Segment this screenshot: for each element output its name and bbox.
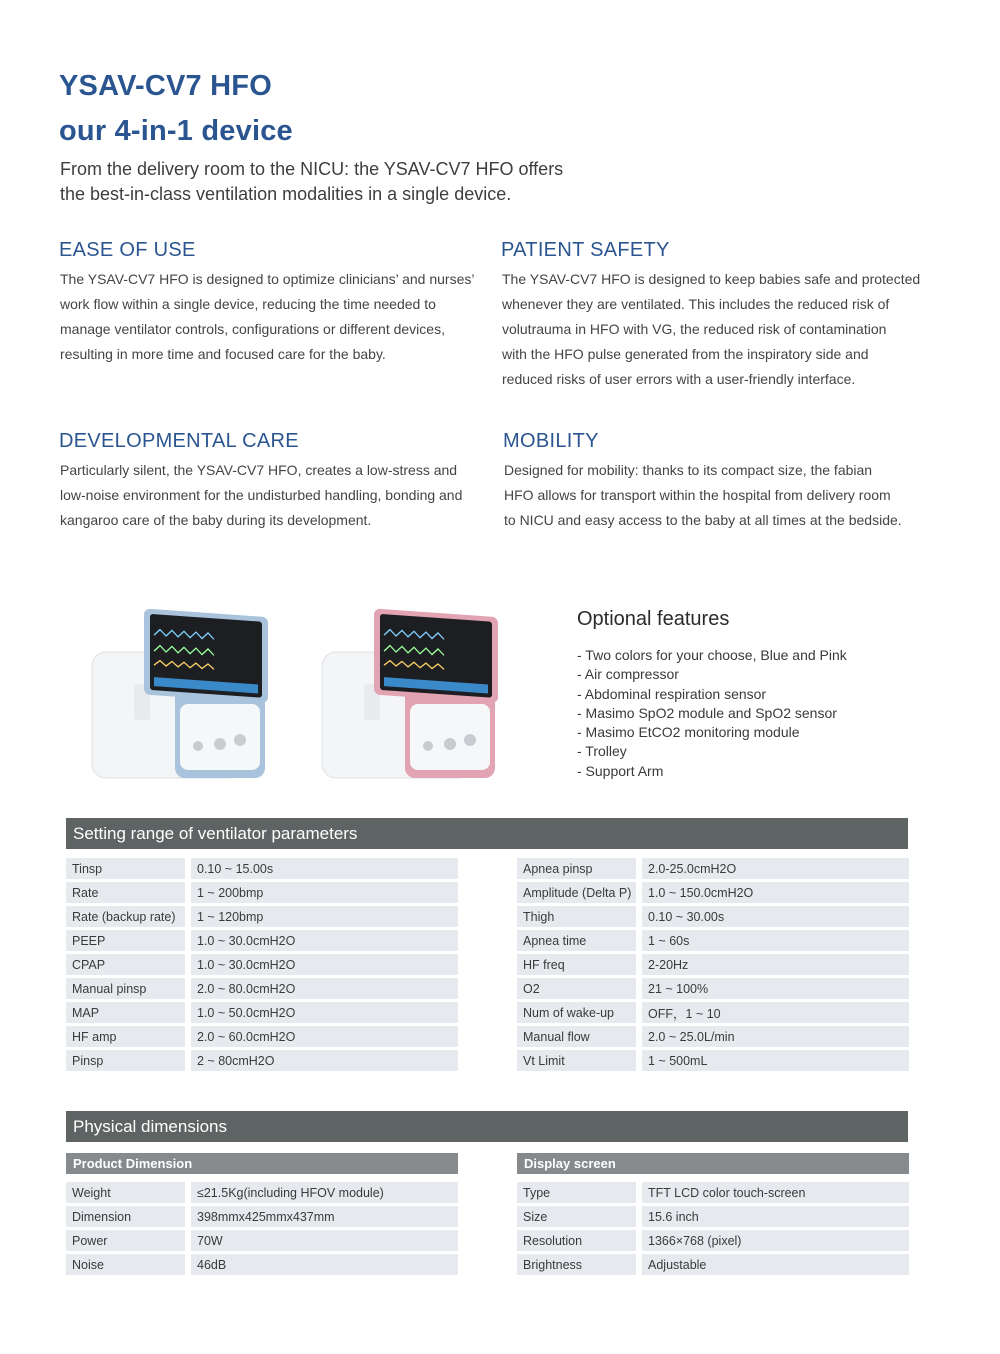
row-label: Thigh	[517, 906, 642, 927]
row-value: OFF，1 ~ 10	[642, 1002, 909, 1023]
row-value: 2.0-25.0cmH2O	[642, 858, 909, 879]
row-value: 1 ~ 500mL	[642, 1050, 909, 1071]
table-row	[66, 1254, 458, 1275]
ventilator-parameters-header: Setting range of ventilator parameters	[66, 818, 908, 849]
text-line: work flow within a single device, reducing the time needed to	[60, 296, 436, 312]
text-line: reduced risks of user errors with a user-friendly interface.	[502, 371, 856, 387]
row-value: 1.0 ~ 30.0cmH2O	[191, 954, 458, 975]
table-row	[517, 1182, 909, 1203]
row-value: 1 ~ 60s	[642, 930, 909, 951]
row-label: Dimension	[66, 1206, 191, 1227]
table-row	[66, 1050, 458, 1071]
row-value: 70W	[191, 1230, 458, 1251]
row-value: 1 ~ 200bmp	[191, 882, 458, 903]
text-line: low-noise environment for the undisturbed handling, bonding and	[60, 487, 463, 503]
row-label: Power	[66, 1230, 191, 1251]
table-row	[517, 978, 909, 999]
row-value: 2.0 ~ 80.0cmH2O	[191, 978, 458, 999]
row-value: 1366×768 (pixel)	[642, 1230, 909, 1251]
row-label: Manual pinsp	[66, 978, 191, 999]
row-label: CPAP	[66, 954, 191, 975]
text-line: The YSAV-CV7 HFO is designed to optimize clinicians’ and nurses’	[60, 271, 475, 287]
text-line: Designed for mobility: thanks to its compact size, the fabian	[504, 462, 873, 478]
row-value: 2-20Hz	[642, 954, 909, 975]
list-item: - Abdominal respiration sensor	[577, 685, 767, 702]
table-row	[517, 858, 909, 879]
mobility-text	[504, 458, 944, 533]
text-line: manage ventilator controls, configurations or different devices,	[60, 321, 445, 337]
mobility-heading: MOBILITY	[503, 430, 599, 452]
list-item: - Masimo EtCO2 monitoring module	[577, 724, 800, 741]
row-value: 15.6 inch	[642, 1206, 909, 1227]
parameters-table-right	[517, 855, 909, 1074]
row-value: 2.0 ~ 25.0L/min	[642, 1026, 909, 1047]
table-row	[517, 1254, 909, 1275]
table-row	[66, 906, 458, 927]
product-dimension-table	[66, 1179, 458, 1278]
list-item: - Trolley	[577, 743, 627, 760]
list-item: - Masimo SpO2 module and SpO2 sensor	[577, 704, 837, 721]
row-value: 1.0 ~ 30.0cmH2O	[191, 930, 458, 951]
text-line: to NICU and easy access to the baby at all times at the bedside.	[504, 512, 902, 528]
list-item: - Support Arm	[577, 762, 664, 779]
table-row	[66, 882, 458, 903]
ventilator-blue-image	[80, 600, 280, 790]
row-label: PEEP	[66, 930, 191, 951]
row-value: 2.0 ~ 60.0cmH2O	[191, 1026, 458, 1047]
row-value: 0.10 ~ 15.00s	[191, 858, 458, 879]
text-line: whenever they are ventilated. This includes the reduced risk of	[502, 296, 890, 312]
text-line: with the HFO pulse generated from the inspiratory side and	[502, 346, 869, 362]
developmental-care-text	[60, 458, 480, 533]
text-line: kangaroo care of the baby during its development.	[60, 512, 372, 528]
text-line: resulting in more time and focused care for the baby.	[60, 346, 386, 362]
table-row	[517, 906, 909, 927]
table-row	[517, 930, 909, 951]
text-line: Particularly silent, the YSAV-CV7 HFO, creates a low-stress and	[60, 462, 458, 478]
intro-line: From the delivery room to the NICU: the YSAV-CV7 HFO offers	[60, 159, 564, 179]
row-value: 398mmx425mmx437mm	[191, 1206, 458, 1227]
page-subtitle: our 4-in-1 device	[59, 115, 293, 147]
table-row	[66, 1182, 458, 1203]
table-row	[517, 1026, 909, 1047]
optional-features-heading: Optional features	[577, 608, 730, 630]
list-item: - Air compressor	[577, 666, 679, 683]
row-value: TFT LCD color touch-screen	[642, 1182, 909, 1203]
row-value: 21 ~ 100%	[642, 978, 909, 999]
table-row	[517, 1050, 909, 1071]
intro-line: the best-in-class ventilation modalities in a single device.	[60, 184, 512, 204]
intro-text	[60, 157, 600, 207]
list-item: - Two colors for your choose, Blue and Pink	[577, 647, 847, 663]
row-label: O2	[517, 978, 642, 999]
page-title: YSAV-CV7 HFO	[59, 70, 272, 102]
row-value: 1 ~ 120bmp	[191, 906, 458, 927]
row-label: Size	[517, 1206, 642, 1227]
table-row	[66, 930, 458, 951]
text-line: volutrauma in HFO with VG, the reduced risk of contamination	[502, 321, 887, 337]
row-label: Tinsp	[66, 858, 191, 879]
display-screen-header: Display screen	[517, 1153, 909, 1174]
row-label: Vt Limit	[517, 1050, 642, 1071]
row-label: Noise	[66, 1254, 191, 1275]
table-row	[66, 1002, 458, 1023]
row-label: HF amp	[66, 1026, 191, 1047]
table-row	[517, 1206, 909, 1227]
row-label: Resolution	[517, 1230, 642, 1251]
row-label: Num of wake-up	[517, 1002, 642, 1023]
developmental-care-heading: DEVELOPMENTAL CARE	[59, 430, 299, 452]
row-label: Rate	[66, 882, 191, 903]
row-label: MAP	[66, 1002, 191, 1023]
text-line: HFO allows for transport within the hospital from delivery room	[504, 487, 891, 503]
ease-of-use-text	[60, 267, 480, 367]
table-row	[66, 1026, 458, 1047]
row-label: Rate (backup rate)	[66, 906, 191, 927]
display-screen-table	[517, 1179, 909, 1278]
table-row	[66, 954, 458, 975]
table-row	[66, 858, 458, 879]
table-row	[517, 1230, 909, 1251]
row-label: Manual flow	[517, 1026, 642, 1047]
row-label: Pinsp	[66, 1050, 191, 1071]
row-label: HF freq	[517, 954, 642, 975]
physical-dimensions-header: Physical dimensions	[66, 1111, 908, 1142]
table-row	[517, 954, 909, 975]
product-dimension-header: Product Dimension	[66, 1153, 458, 1174]
table-row	[517, 882, 909, 903]
text-line: The YSAV-CV7 HFO is designed to keep babies safe and protected	[502, 271, 921, 287]
table-row	[66, 1206, 458, 1227]
row-label: Weight	[66, 1182, 191, 1203]
row-label: Brightness	[517, 1254, 642, 1275]
table-row	[517, 1002, 909, 1023]
patient-safety-heading: PATIENT SAFETY	[501, 239, 670, 261]
row-value: 2 ~ 80cmH2O	[191, 1050, 458, 1071]
row-value: 46dB	[191, 1254, 458, 1275]
ease-of-use-heading: EASE OF USE	[59, 239, 196, 261]
row-value: 0.10 ~ 30.00s	[642, 906, 909, 927]
row-value: ≤21.5Kg(including HFOV module)	[191, 1182, 458, 1203]
ventilator-pink-image	[310, 600, 510, 790]
row-label: Apnea time	[517, 930, 642, 951]
row-label: Amplitude (Delta P)	[517, 882, 642, 903]
row-label: Type	[517, 1182, 642, 1203]
row-value: 1.0 ~ 150.0cmH2O	[642, 882, 909, 903]
table-row	[66, 978, 458, 999]
optional-features-list	[577, 646, 847, 781]
patient-safety-text	[502, 267, 942, 392]
parameters-table-left	[66, 855, 458, 1074]
row-label: Apnea pinsp	[517, 858, 642, 879]
table-row	[66, 1230, 458, 1251]
row-value: 1.0 ~ 50.0cmH2O	[191, 1002, 458, 1023]
row-value: Adjustable	[642, 1254, 909, 1275]
